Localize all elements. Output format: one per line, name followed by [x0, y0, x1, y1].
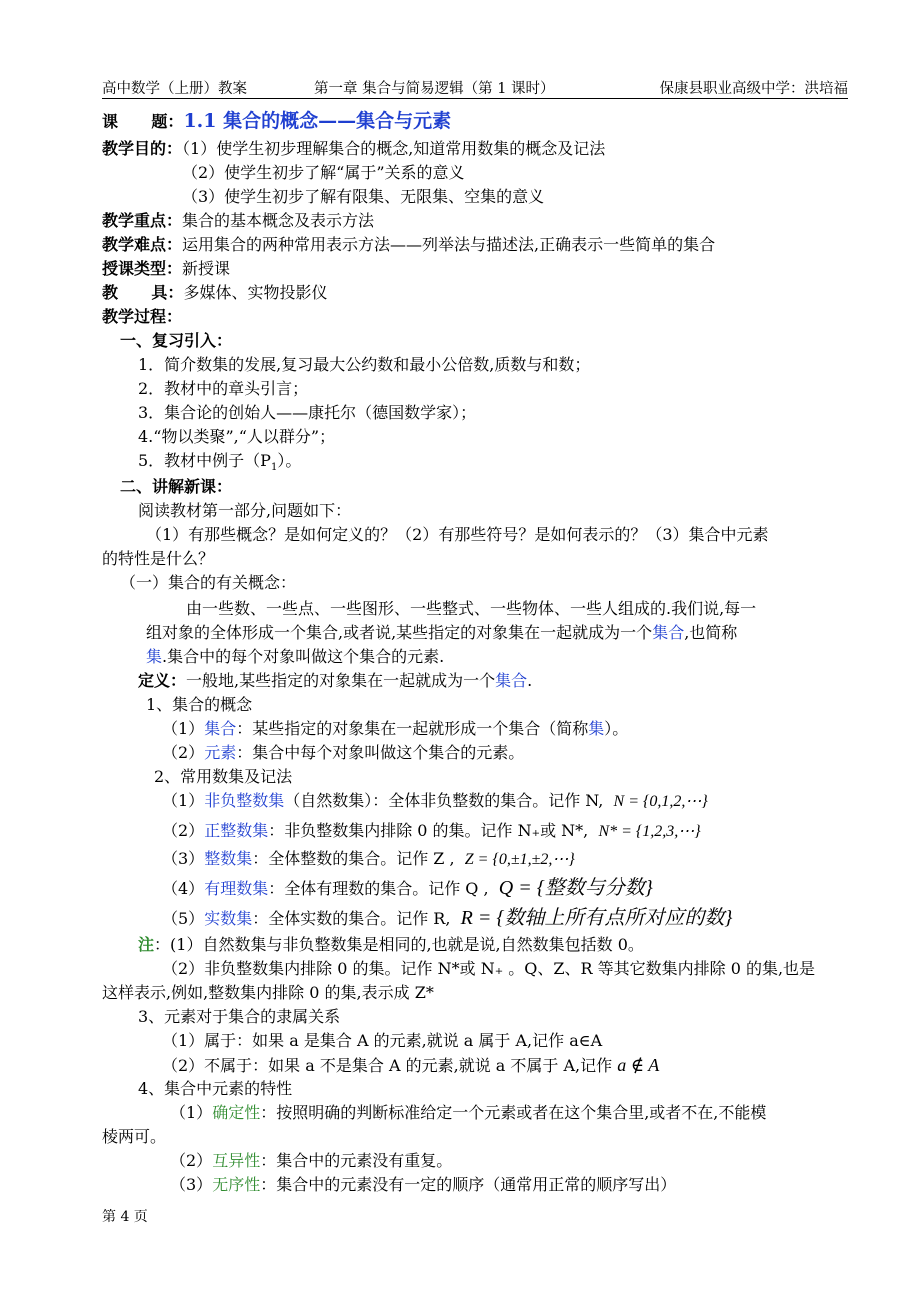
- properties-heading: 4、集合中元素的特性: [138, 1079, 293, 1098]
- membership-notbelongs: [162, 1054, 659, 1077]
- header-center: 第一章 集合与简易逻辑（第 1 课时）: [314, 81, 555, 97]
- review-heading: 一、复习引入：: [120, 331, 233, 350]
- review-item-2: 2．教材中的章头引言；: [138, 379, 309, 398]
- note-1-text: ：(1）自然数集与非负整数集是相同的,也就是说,自然数集包括数 0。: [154, 935, 644, 954]
- subsection-1: （一）集合的有关概念：: [120, 573, 297, 592]
- newlesson-heading: 二、讲解新课：: [120, 477, 233, 496]
- numberset-nonneg-formula: N = {0,1,2,⋯}: [613, 793, 708, 810]
- key-line: [102, 210, 374, 232]
- type-line: [102, 258, 230, 280]
- para-line-1: 由一些数、一些点、一些图形、一些整式、一些物体、一些人组成的.我们说,每一: [186, 599, 757, 618]
- property-unordered-num: （3）: [170, 1175, 213, 1194]
- property-definiteness-num: （1）: [170, 1103, 213, 1122]
- numberset-int-term: 整数集: [204, 849, 253, 868]
- numberset-int-formula: Z = {0,±1,±2,⋯}: [464, 851, 575, 868]
- numberset-real-formula: R = {数轴上所有点所对应的数}: [460, 907, 733, 929]
- goal-1: （1）使学生初步理解集合的概念,知道常用数集的概念及记法: [182, 139, 606, 158]
- concept-element-term: 元素: [204, 743, 237, 762]
- numberset-posint: [162, 818, 701, 845]
- numberset-nonneg-term: 非负整数集: [204, 791, 285, 810]
- note-line-3: 这样表示,例如,整数集内排除 0 的集,表示成 Z*: [102, 983, 434, 1002]
- goals-line: [102, 138, 605, 160]
- goal-2: （2）使学生初步了解“属于”关系的意义: [182, 163, 465, 182]
- numberset-int-text: ：全体整数的集合。记作 Z ,: [252, 849, 455, 868]
- property-definiteness-cont: 棱两可。: [102, 1127, 167, 1146]
- review-item-5-sub: 1: [270, 462, 278, 474]
- type-text: 新授课: [182, 259, 231, 278]
- property-definiteness-text: ：按照明确的判断标准给定一个元素或者在这个集合里,或者不在,不能模: [260, 1103, 767, 1122]
- question-line-2: 的特性是什么？: [102, 549, 215, 568]
- concept-element-text: ：集合中每个对象叫做这个集合的元素。: [236, 743, 525, 762]
- property-distinctness-num: （2）: [170, 1151, 213, 1170]
- property-unordered-term: 无序性: [212, 1175, 261, 1194]
- definition-label: 定义：: [138, 671, 187, 690]
- numberset-posint-num: （2）: [162, 821, 205, 840]
- concept-set-term: 集合: [204, 719, 237, 738]
- numberset-real-num: （5）: [162, 909, 205, 928]
- para-line-3-text: .集合中的每个对象叫做这个集合的元素.: [162, 647, 445, 666]
- note-line-1: [138, 934, 644, 956]
- numberset-rational-term: 有理数集: [204, 879, 269, 898]
- difficulty-label: 教学难点：: [102, 235, 183, 254]
- concept-set-end: ）。: [604, 719, 629, 738]
- type-label: 授课类型：: [102, 259, 183, 278]
- property-definiteness: [170, 1102, 766, 1124]
- para-line-2-text: 组对象的全体形成一个集合,或者说,某些指定的对象集在一起就成为一个: [146, 623, 653, 642]
- concept-element-num: （2）: [162, 743, 205, 762]
- numberset-real-term: 实数集: [204, 909, 253, 928]
- review-item-5-text: 5．教材中例子（P: [138, 451, 271, 470]
- page-header: [102, 76, 848, 99]
- lesson-title-line: [102, 108, 451, 135]
- numberset-int-num: （3）: [162, 849, 205, 868]
- property-unordered: [170, 1174, 676, 1196]
- property-unordered-text: ：集合中的元素没有一定的顺序（通常用正常的顺序写出）: [260, 1175, 677, 1194]
- numberset-real: [162, 904, 732, 933]
- numberset-posint-formula: N* = {1,2,3,⋯}: [598, 823, 701, 840]
- concept-element-line: [162, 742, 524, 764]
- review-item-3: 3．集合论的创始人——康托尔（德国数学家）；: [138, 403, 477, 422]
- property-distinctness: [170, 1150, 452, 1172]
- tools-label: 教 具：: [102, 283, 184, 302]
- key-text: 集合的基本概念及表示方法: [182, 211, 375, 230]
- definition-end: .: [527, 671, 533, 690]
- concept-set-short: 集: [588, 719, 605, 738]
- membership-notbelongs-formula: a ∉ A: [617, 1055, 660, 1075]
- numberset-nonneg-text: （自然数集）：全体非负整数的集合。记作 N,: [284, 791, 604, 810]
- review-item-4: 4.“物以类聚”,“人以群分”；: [138, 427, 336, 446]
- numberset-nonneg-num: （1）: [162, 791, 205, 810]
- definition-text: 一般地,某些指定的对象集在一起就成为一个: [186, 671, 496, 690]
- numberset-rational-formula: Q = {整数与分数}: [498, 877, 653, 899]
- key-label: 教学重点：: [102, 211, 183, 230]
- tools-text: 多媒体、实物投影仪: [183, 283, 328, 302]
- concept-set-line: [162, 718, 628, 740]
- goal-3: （3）使学生初步了解有限集、无限集、空集的意义: [182, 187, 545, 206]
- review-item-5: [138, 450, 301, 479]
- definition-term: 集合: [495, 671, 528, 690]
- header-left: 高中数学（上册）教案: [102, 81, 247, 97]
- difficulty-line: [102, 234, 715, 256]
- membership-notbelongs-text: （2）不属于：如果 a 不是集合 A 的元素,就说 a 不属于 A,记作: [162, 1056, 613, 1075]
- property-distinctness-text: ：集合中的元素没有重复。: [260, 1151, 453, 1170]
- title-label: 课 题：: [102, 112, 184, 131]
- membership-heading: 3、元素对于集合的隶属关系: [138, 1007, 341, 1026]
- difficulty-text: 运用集合的两种常用表示方法——列举法与描述法,正确表示一些简单的集合: [182, 235, 716, 254]
- numberset-real-text: ：全体实数的集合。记作 R,: [252, 909, 451, 928]
- numberset-rational: [162, 874, 653, 903]
- header-right: 保康县职业高级中学：洪培福: [659, 81, 848, 97]
- read-instruction: 阅读教材第一部分,问题如下：: [138, 501, 352, 520]
- numberset-rational-text: ：全体有理数的集合。记作 Q ,: [268, 879, 489, 898]
- numberset-int: [162, 846, 575, 873]
- numberset-nonneg: [162, 788, 708, 815]
- tools-line: [102, 282, 327, 304]
- question-line-1: （1）有那些概念？是如何定义的？（2）有那些符号？是如何表示的？（3）集合中元素: [146, 525, 769, 544]
- property-definiteness-term: 确定性: [212, 1103, 261, 1122]
- property-distinctness-term: 互异性: [212, 1151, 261, 1170]
- numberset-posint-term: 正整数集: [204, 821, 269, 840]
- lesson-title: 1.1 集合的概念——集合与元素: [183, 110, 452, 132]
- page-number: 第 4 页: [102, 1209, 148, 1225]
- note-line-2: （2）非负整数集内排除 0 的集。记作 N*或 N₊ 。Q、Z、R 等其它数集内排除 0 的集,也是: [162, 959, 816, 978]
- note-label: 注: [138, 935, 155, 954]
- para-line-2: [146, 622, 737, 644]
- process-label: 教学过程：: [102, 307, 183, 326]
- para-line-2-end: ,也简称: [684, 623, 738, 642]
- concept-set-num: （1）: [162, 719, 205, 738]
- goals-label: 教学目的：: [102, 139, 183, 158]
- membership-belongs: （1）属于：如果 a 是集合 A 的元素,就说 a 属于 A,记作 a∈A: [162, 1031, 603, 1050]
- numbersets-heading: 2、常用数集及记法: [154, 767, 293, 786]
- concept-set-text: ：某些指定的对象集在一起就形成一个集合（简称: [236, 719, 589, 738]
- numberset-rational-num: （4）: [162, 879, 205, 898]
- numberset-posint-text: ：非负整数集内排除 0 的集。记作 N₊或 N*,: [268, 821, 589, 840]
- term-set-short: 集: [146, 647, 163, 666]
- concept-heading: 1、集合的概念: [146, 695, 253, 714]
- review-item-1: 1．简介数集的发展,复习最大公约数和最小公倍数,质数与和数；: [138, 355, 591, 374]
- para-line-3: [146, 646, 444, 668]
- term-set: 集合: [652, 623, 685, 642]
- review-item-5-end: ）。: [277, 451, 302, 470]
- definition-line: [138, 670, 532, 692]
